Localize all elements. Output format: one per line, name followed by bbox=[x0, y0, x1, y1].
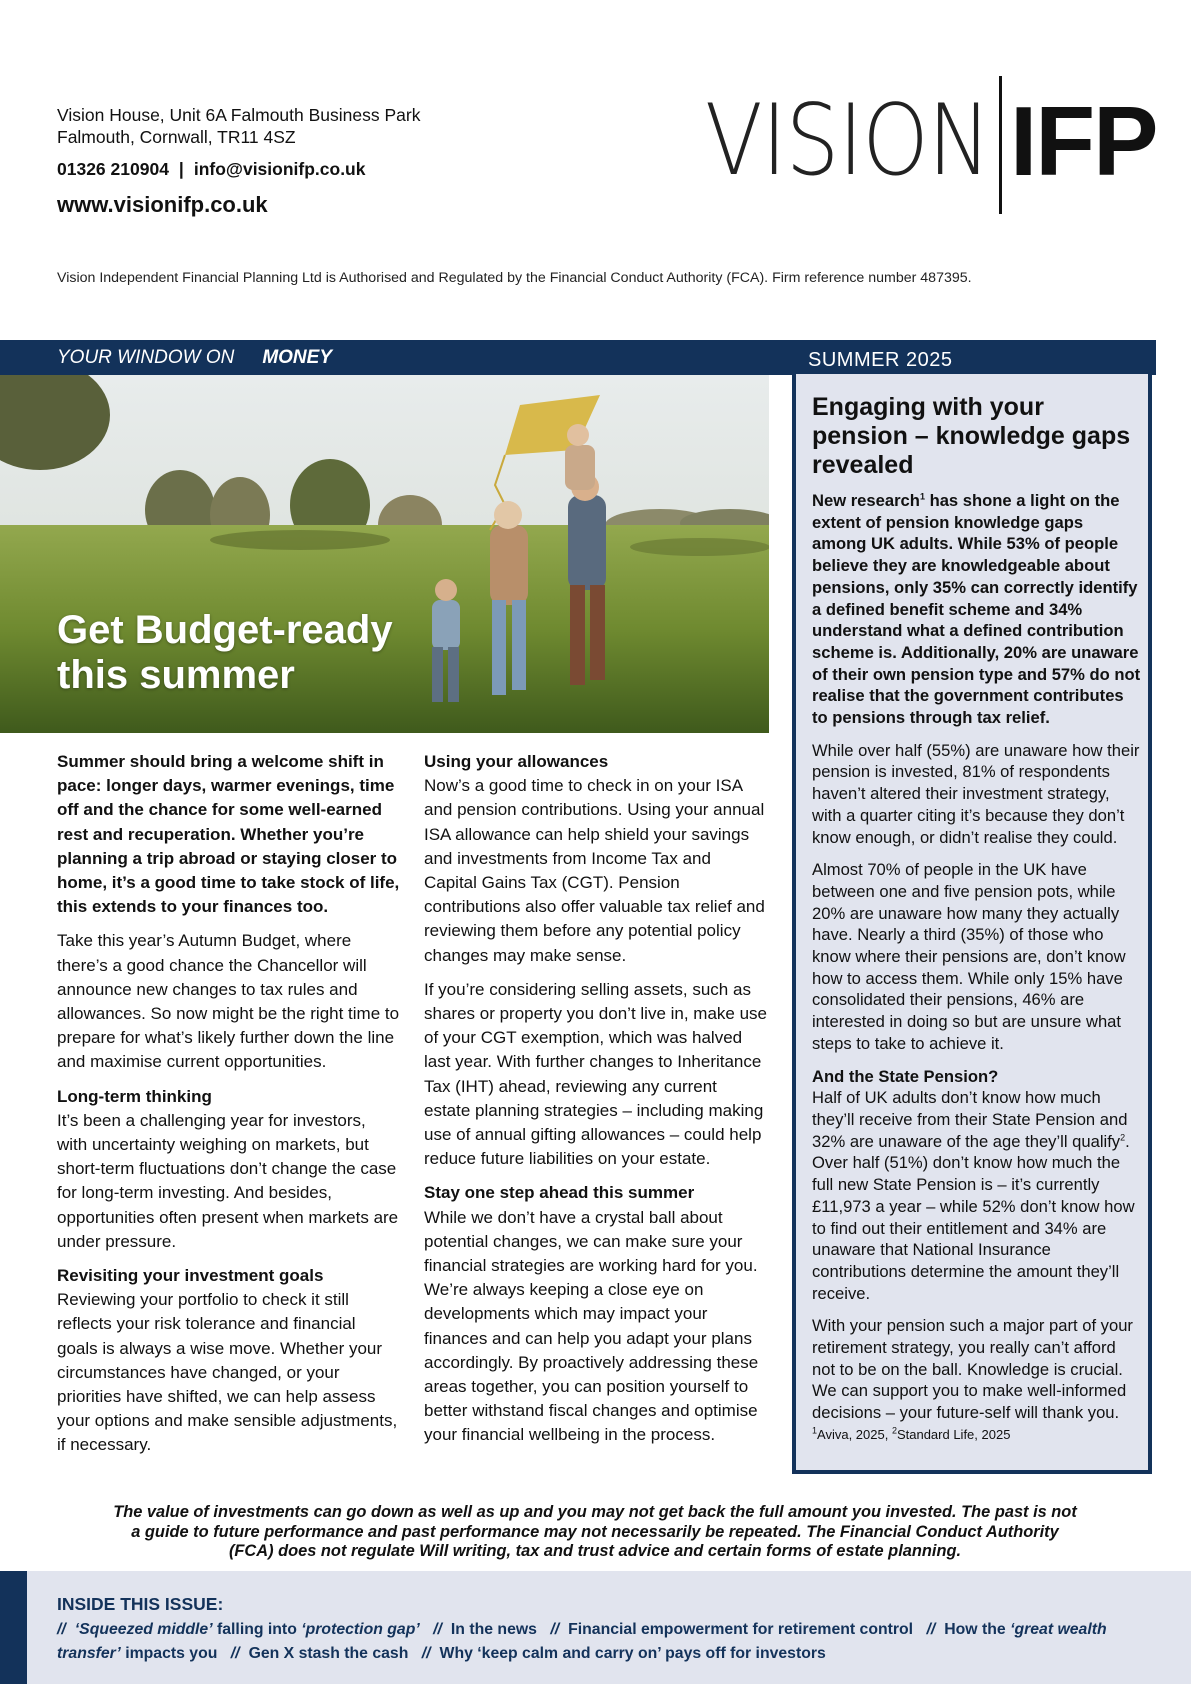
inside-item-6[interactable]: Why ‘keep calm and carry on’ pays off for investors bbox=[439, 1645, 826, 1662]
contact-separator: | bbox=[178, 159, 184, 179]
sidebar-title: Engaging with your pension – knowledge gaps revealed bbox=[812, 393, 1131, 479]
hero-title bbox=[57, 608, 393, 698]
article-paragraph: It’s been a challenging year for investors, with uncertainty weighing on markets, but short-term fluctuations don’t change the case for long-term investing. And besides, opportunities often present when markets are under pressure. bbox=[57, 1110, 399, 1251]
address-line-2: Falmouth, Cornwall, TR11 4SZ bbox=[57, 127, 296, 147]
sidebar-lead-rest: has shone a light on the extent of pension knowledge gaps among UK adults. While 53% of people believe they are knowledgeable about pensions, only 35% can correctly identify a defined benefit scheme and 34% understand what a defined contribution scheme is. Additionally, 20% are unaware of their own pension type and 57% do not realise that the government contributes to pensions through tax relief. bbox=[812, 491, 1141, 728]
item-emphasis: ‘great wealth transfer’ bbox=[57, 1621, 1107, 1662]
sidebar-text: . Over half (51%) don’t know how much the full new State Pension is – it’s currently £11,973 a year – while 52% don’t know how to find out their entitlement and 34% are unaware that National Insurance contributions determine the amount they’ll receive. bbox=[812, 1131, 1135, 1303]
inside-item-2[interactable]: In the news bbox=[450, 1621, 537, 1638]
article-paragraph: If you’re considering selling assets, such as shares or property you don’t live in, make use of your CGT exemption, which was halved last year. With further changes to Inheritance Tax (IHT) ahead, reviewing any current estate planning strategies – including making use of annual gifting allowances – could help reduce future liabilities on your estate. bbox=[424, 979, 768, 1169]
address bbox=[57, 104, 420, 148]
article-lead: Summer should bring a welcome shift in pace: longer days, warmer evenings, time off and the chance for some well-earned rest and recuperation. Whether you’re planning a trip abroad or staying closer to home, it’s a good time to take stock of life, this extends to your finances too. bbox=[57, 752, 400, 917]
footnote-ref: 1 bbox=[919, 491, 925, 502]
address-line-1: Vision House, Unit 6A Falmouth Business Park bbox=[57, 105, 421, 125]
logo-ifp-text: IFP bbox=[1010, 86, 1157, 196]
contact-line bbox=[57, 159, 365, 180]
regulation-statement: Vision Independent Financial Planning Ltd is Authorised and Regulated by the Financial Conduct Authority (FCA). Firm reference number 487395. bbox=[57, 270, 972, 286]
item-separator: // bbox=[926, 1621, 936, 1638]
logo-divider bbox=[999, 76, 1002, 214]
inside-item-3[interactable]: Financial empowerment for retirement control bbox=[568, 1621, 914, 1638]
masthead-title bbox=[57, 347, 332, 369]
footnote-ref: 2 bbox=[1120, 1132, 1126, 1143]
inside-issue-accent-bar bbox=[0, 1571, 27, 1684]
footnote-source: Aviva, 2025, bbox=[817, 1426, 892, 1442]
heading-stay-ahead: Stay one step ahead this summer bbox=[424, 1183, 695, 1203]
article-paragraph: Take this year’s Autumn Budget, where there’s a good chance the Chancellor will announce new changes to tax rules and allowances. So now might be the right time to prepare for what’s likely further down the line and maximise current opportunities. bbox=[57, 931, 400, 1072]
footnote-number: 1 bbox=[812, 1425, 818, 1436]
item-text: How the bbox=[944, 1621, 1011, 1638]
item-separator: // bbox=[550, 1621, 560, 1638]
article-paragraph: Now’s a good time to check in on your ISA and pension contributions. Using your annual ISA allowance can help shield your savings and investments from Income Tax and Capital Gains Tax (CGT). Pension contributions also offer valuable tax relief and reviewing them before any potential policy changes may make sense. bbox=[424, 776, 765, 965]
inside-item-1[interactable] bbox=[75, 1621, 420, 1638]
heading-state-pension: And the State Pension? bbox=[812, 1066, 999, 1086]
masthead-prefix: YOUR WINDOW ON bbox=[57, 347, 235, 368]
sidebar-text: Half of UK adults don’t know how much they’ll receive from their State Pension and 32% are unaware of the age they’ll qualify bbox=[812, 1088, 1128, 1151]
pension-sidebar bbox=[812, 393, 1142, 1443]
issue-label: SUMMER 2025 bbox=[808, 349, 953, 371]
website-link[interactable]: www.visionifp.co.uk bbox=[57, 192, 268, 217]
logo-vision-text: VISION bbox=[705, 84, 991, 198]
sidebar-footnotes bbox=[812, 1426, 1142, 1443]
inside-issue-title: INSIDE THIS ISSUE: bbox=[57, 1594, 224, 1614]
article-paragraph: Reviewing your portfolio to check it still reflects your risk tolerance and financial goals is always a wise move. Whether your circumstances have changed, or your priorities have shifted, we can help assess your options and make sensible adjustments, if necessary. bbox=[57, 1290, 398, 1455]
sidebar-paragraph bbox=[812, 1087, 1142, 1304]
hero-title-line-1: Get Budget-ready bbox=[57, 608, 393, 652]
article-paragraph: While we don’t have a crystal ball about potential changes, we can make sure your financial strategies are working hard for you. We’re always keeping a close eye on developments which may impact your finances and can help you adapt your plans accordingly. By proactively addressing these areas together, you can position yourself to better withstand fiscal changes and optimise your financial wellbeing in the process. bbox=[424, 1207, 759, 1445]
item-separator: // bbox=[421, 1645, 431, 1662]
heading-investment-goals: Revisiting your investment goals bbox=[57, 1266, 324, 1286]
sidebar-paragraph: While over half (55%) are unaware how their pension is invested, 81% of respondents haven’t altered their investment strategy, with a quarter citing it’s because they don’t know enough, or didn’t realise they could. bbox=[812, 740, 1140, 847]
footnote-number: 2 bbox=[891, 1425, 897, 1436]
masthead-bold: MONEY bbox=[262, 347, 333, 368]
item-separator: // bbox=[57, 1621, 66, 1638]
item-text: impacts you bbox=[120, 1645, 218, 1662]
inside-item-5[interactable]: Gen X stash the cash bbox=[248, 1645, 409, 1662]
item-emphasis: ‘Squeezed middle’ bbox=[74, 1621, 213, 1638]
hero-title-line-2: this summer bbox=[57, 653, 295, 697]
item-separator: // bbox=[433, 1621, 442, 1638]
vision-ifp-logo bbox=[705, 76, 1157, 216]
article-column-2 bbox=[424, 750, 767, 1458]
sidebar-lead-start: New research bbox=[812, 491, 920, 510]
inside-issue-list bbox=[57, 1618, 1117, 1666]
risk-disclaimer: The value of investments can go down as well as up and you may not get back the full amount you invested. The past is not a guide to future performance and past performance may not necessarily be repeated. The Financial Conduct Authority (FCA) does not regulate Will writing, tax and trust advice and certain forms of estate planning. bbox=[113, 1503, 1077, 1560]
email-link[interactable]: info@visionifp.co.uk bbox=[193, 159, 366, 179]
sidebar-paragraph: Almost 70% of people in the UK have between one and five pension pots, while 20% are unaware how many they actually have. Nearly a third (35%) of those who know where their pensions are, don’t know how to access them. While only 15% have consolidated their pensions, 46% are interested in doing so but are unsure what steps to take to achieve it. bbox=[812, 860, 1126, 1053]
item-text: falling into bbox=[212, 1621, 302, 1638]
sidebar-lead bbox=[812, 490, 1142, 729]
heading-using-allowances: Using your allowances bbox=[424, 752, 609, 771]
item-separator: // bbox=[230, 1645, 240, 1662]
footnote-source: Standard Life, 2025 bbox=[896, 1426, 1011, 1442]
sidebar-paragraph: With your pension such a major part of your retirement strategy, you really can’t afford not to be on the ball. Knowledge is crucial. We can support you to make well-informed decisions – your future-self will thank you. bbox=[812, 1316, 1133, 1423]
phone-number: 01326 210904 bbox=[57, 159, 169, 179]
heading-long-term-thinking: Long-term thinking bbox=[57, 1086, 212, 1106]
article-column-1 bbox=[57, 750, 400, 1468]
item-emphasis: ‘protection gap’ bbox=[301, 1621, 420, 1638]
